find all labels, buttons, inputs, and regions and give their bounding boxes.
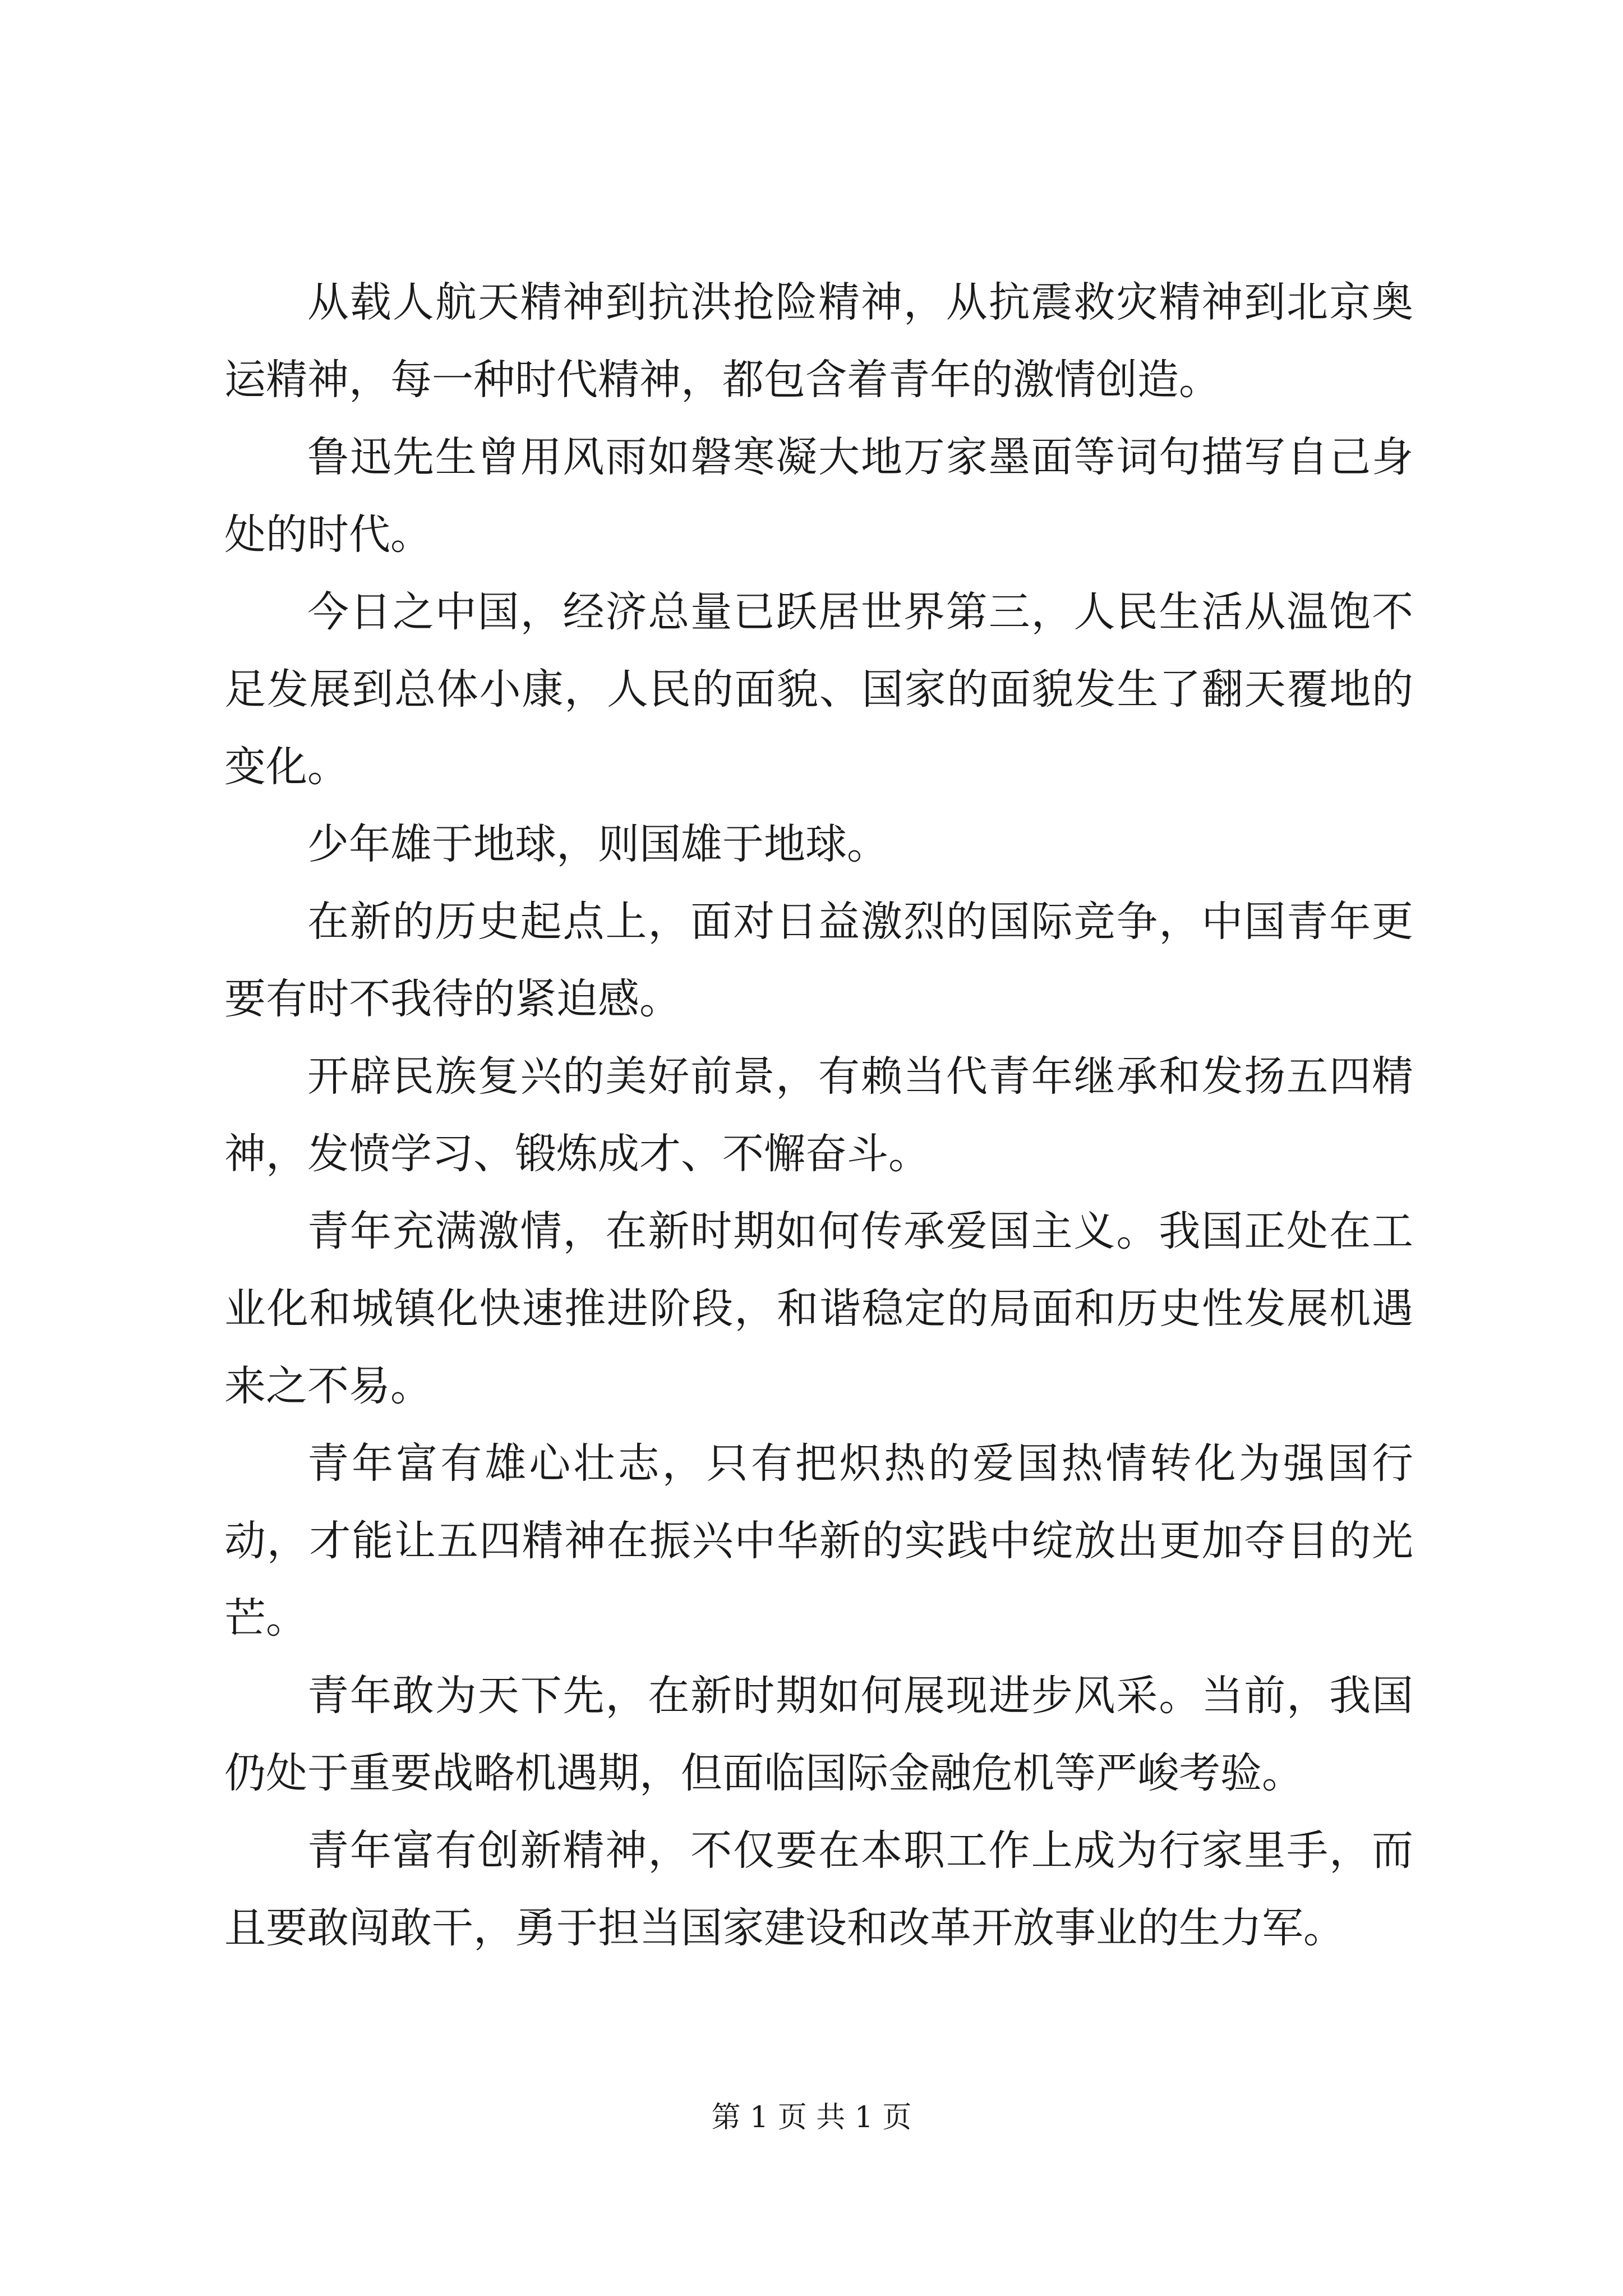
- paragraph: 鲁迅先生曾用风雨如磐寒凝大地万家墨面等词句描写自己身处的时代。: [224, 433, 1413, 559]
- page-footer: 第 1 页 共 1 页: [711, 2101, 912, 2134]
- document-body: [224, 264, 1413, 1967]
- paragraph: 青年富有雄心壮志，只有把炽热的爱国热情转化为强国行动，才能让五四精神在振兴中华新的实践中绽放出更加夺目的光芒。: [224, 1439, 1413, 1642]
- paragraph: 青年富有创新精神，不仅要在本职工作上成为行家里手，而且要敢闯敢干，勇于担当国家建设和改革开放事业的生力军。: [224, 1826, 1413, 1952]
- paragraph: 青年充满激情，在新时期如何传承爱国主义。我国正处在工业化和城镇化快速推进阶段，和谐稳定的局面和历史性发展机遇来之不易。: [224, 1207, 1413, 1410]
- paragraph: 从载人航天精神到抗洪抢险精神，从抗震救灾精神到北京奥运精神，每一种时代精神，都包含着青年的激情创造。: [224, 278, 1413, 404]
- paragraph: 在新的历史起点上，面对日益激烈的国际竞争，中国青年更要有时不我待的紧迫感。: [224, 898, 1413, 1023]
- paragraph: 开辟民族复兴的美好前景，有赖当代青年继承和发扬五四精神，发愤学习、锻炼成才、不懈奋斗。: [224, 1052, 1413, 1178]
- paragraph: 青年敢为天下先，在新时期如何展现进步风采。当前，我国仍处于重要战略机遇期，但面临国际金融危机等严峻考验。: [224, 1672, 1413, 1797]
- paragraph: 今日之中国，经济总量已跃居世界第三，人民生活从温饱不足发展到总体小康，人民的面貌、国家的面貌发生了翻天覆地的变化。: [224, 588, 1413, 791]
- paragraph: 少年雄于地球，则国雄于地球。: [307, 820, 888, 868]
